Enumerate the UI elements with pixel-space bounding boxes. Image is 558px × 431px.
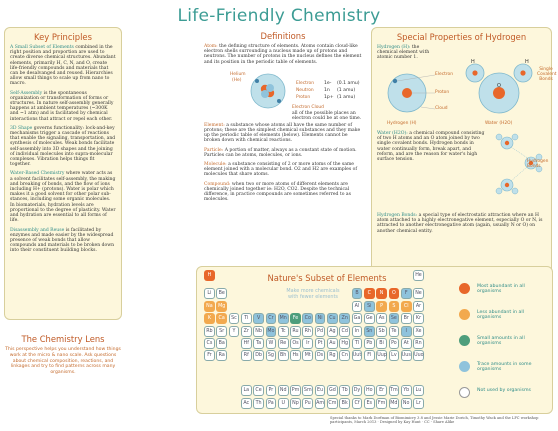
periodic-subheading: Make more chemicals with fewer elements	[286, 288, 340, 300]
helium-atom-diagram: Helium (He) Electron 1e- (0.1 amu) Neutron 1n (1 amu) Proton 1p+ (1 amu) Electron Cloud all of the possible places an electron could be at one time.	[204, 69, 362, 119]
element-al: Al	[352, 301, 363, 312]
element-uup: Uup	[376, 350, 387, 361]
element-lu: Lu	[413, 385, 424, 396]
key-principles-heading: Key Principles	[34, 32, 92, 42]
element-lr: Lr	[413, 398, 424, 409]
single-bonds-label: Single Covalent Bonds	[537, 67, 557, 82]
element-er: Er	[376, 385, 387, 396]
principle-disassembly: Disassembly and Reuse is facilitated by enzymes and made easier by the widespread presence of weak bonds that allow compounds and materials to be broken down into their constituent building blocks.	[10, 227, 115, 254]
element-mo: Mo	[266, 326, 277, 337]
element-sb: Sb	[376, 326, 387, 337]
element-co: Co	[302, 313, 313, 324]
element-md: Md	[389, 398, 400, 409]
legend-swatch	[459, 309, 470, 320]
element-ge: Ge	[364, 313, 375, 324]
element-tm: Tm	[389, 385, 400, 396]
def-element: Element: a substance whose atoms all have the same number of protons; these are the simplest chemical substances and they make up the periodic table of elements (below). Elements cannot be broken down with chemical reactions.	[204, 122, 361, 144]
def-hydrogen: Hydrogen (H): the chemical element with atomic number 1.	[377, 45, 430, 61]
element-hf: Hf	[241, 338, 252, 349]
element-br: Br	[401, 313, 412, 324]
element-cl: Cl	[401, 301, 412, 312]
element-ni: Ni	[315, 313, 326, 324]
element-tc: Tc	[278, 326, 289, 337]
element-tl: Tl	[352, 338, 363, 349]
helium-atom-icon	[248, 69, 288, 115]
page-title: Life-Friendly Chemistry	[177, 6, 381, 26]
element-gd: Gd	[327, 385, 338, 396]
element-rh: Rh	[302, 326, 313, 337]
element-am: Am	[315, 398, 326, 409]
element-hg: Hg	[339, 338, 350, 349]
element-os: Os	[290, 338, 301, 349]
element-cn: Cn	[339, 350, 350, 361]
element-nb: Nb	[253, 326, 264, 337]
def-compound: Compound: when two or more atoms of different elements are chemically joined together ie: H2O, CO2. Despite the technical difference, in practice compounds are sometimes referred to as molecules.	[204, 181, 351, 203]
def-particle: Particle: A portion of matter, always as a constant state of motion. Particles can be atoms, molecules, or ions.	[204, 147, 357, 158]
svg-text:O: O	[497, 83, 501, 89]
element-bk: Bk	[339, 398, 350, 409]
element-no: No	[401, 398, 412, 409]
element-v: V	[253, 313, 264, 324]
element-yb: Yb	[401, 385, 412, 396]
legend-label: Less abundant in all organisms	[477, 309, 524, 320]
element-sm: Sm	[302, 385, 313, 396]
element-pa: Pa	[266, 398, 277, 409]
legend-swatch	[459, 387, 470, 398]
element-ac: Ac	[241, 398, 252, 409]
element-sc: Sc	[229, 313, 240, 324]
helium-label: Helium	[230, 71, 246, 77]
element-sg: Sg	[266, 350, 277, 361]
hydrogen-caption: Hydrogen (H)	[387, 121, 417, 126]
hydrogen-heading: Special Properties of Hydrogen	[396, 32, 527, 42]
element-rb: Rb	[204, 326, 215, 337]
principle-3d-shape: 3D Shape governs functionality: lock-and-key mechanisms trigger a cascade of reactions that enable the signaling, transportation, and synthesis of molecules. Weak bonds facilitate self-assembly into 3D shapes and the joining of individual molecules into supra-molecular complexes. Vibration helps things fit together.	[10, 125, 116, 168]
element-ta: Ta	[253, 338, 264, 349]
element-in: In	[352, 326, 363, 337]
legend-label: Most abundant in all organisms	[477, 283, 525, 294]
electron-label: Electron	[296, 80, 315, 86]
element-uus: Uus	[401, 350, 412, 361]
element-y: Y	[229, 326, 240, 337]
element-pu: Pu	[302, 398, 313, 409]
hydrogen-panel	[371, 27, 557, 288]
element-bh: Bh	[278, 350, 289, 361]
element-ca: Ca	[216, 313, 227, 324]
element-se: Se	[389, 313, 400, 324]
cloud-label: Cloud	[435, 106, 448, 111]
def-water: Water (H2O): a chemical compound consisting of two H atoms and an O atom joined by two single covalent bonds. Hydrogen bonds in water continually form, break apart, and reform, and are the reason for water's high surface tension.	[377, 131, 485, 163]
element-cd: Cd	[339, 326, 350, 337]
proton-label: Proton	[296, 94, 311, 100]
chemistry-lens-text: This perspective helps you understand how things work at the micro & nano scale. Ask questions about chemical composition, reactions, and linkages and try to find patterns across many organisms.	[5, 347, 121, 376]
element-kr: Kr	[413, 313, 424, 324]
element-h: H	[204, 270, 215, 281]
element-cs: Cs	[204, 338, 215, 349]
element-rn: Rn	[413, 338, 424, 349]
element-i: I	[401, 326, 412, 337]
principle-water-based: Water-Based Chemistry where water acts as a solvent facilitates self-assembly, the making and breaking of bonds, and the flow of ions including H+ (protons). Water is polar which makes it a good solvent for other polar sub-stances, including some organic molecules. In biomaterials, hydration levels are proportional to the degree of plasticity. Water and hydration are essential to all forms of life.	[10, 171, 116, 224]
element-nd: Nd	[278, 385, 289, 396]
element-fe: Fe	[290, 313, 301, 324]
element-fr: Fr	[204, 350, 215, 361]
definitions-section	[200, 27, 366, 287]
svg-text:H: H	[525, 59, 529, 65]
element-ne: Ne	[413, 288, 424, 299]
element-zn: Zn	[339, 313, 350, 324]
water-molecule-icon	[461, 49, 537, 121]
element-te: Te	[389, 326, 400, 337]
svg-text:H: H	[471, 59, 475, 65]
element-cr: Cr	[266, 313, 277, 324]
element-ra: Ra	[216, 350, 227, 361]
element-li: Li	[204, 288, 215, 299]
element-w: W	[266, 338, 277, 349]
element-ds: Ds	[315, 350, 326, 361]
element-pm: Pm	[290, 385, 301, 396]
element-es: Es	[364, 398, 375, 409]
legend-label: Small amounts in all organisms	[477, 335, 525, 346]
legend-swatch	[459, 335, 470, 346]
element-th: Th	[253, 398, 264, 409]
element-ru: Ru	[290, 326, 301, 337]
hydrogen-bonds-label: Hydrogen Bonds	[527, 159, 549, 169]
element-s: S	[389, 301, 400, 312]
element-cu: Cu	[327, 313, 338, 324]
hydrogen-atom-icon	[381, 67, 437, 119]
element-uuo: Uuo	[413, 350, 424, 361]
principle-self-assembly: Self-Assembly is the spontaneous organization or transformation of forms or structures. In nature self-assembly generally happens at ambient temperatures (~300K and ~1 atm) and is facilitated by chemical interactions that attract or repel each other.	[10, 90, 114, 122]
element-si: Si	[364, 301, 375, 312]
element-sn: Sn	[364, 326, 375, 337]
element-ir: Ir	[302, 338, 313, 349]
neutron-label: Neutron	[296, 87, 314, 93]
element-ga: Ga	[352, 313, 363, 324]
element-ce: Ce	[253, 385, 264, 396]
element-mg: Mg	[216, 301, 227, 312]
element-ag: Ag	[327, 326, 338, 337]
element-lv: Lv	[389, 350, 400, 361]
element-at: At	[401, 338, 412, 349]
def-atom: Atom: the defining structure of elements. Atoms contain cloud-like electron shells surrounding a nucleus made up of protons and neutrons. The number of protons in the nucleus defines the element and its position in the periodic table of elements.	[204, 44, 362, 65]
element-db: Db	[253, 350, 264, 361]
element-ba: Ba	[216, 338, 227, 349]
element-mn: Mn	[278, 313, 289, 324]
legend-swatch	[459, 361, 470, 372]
electron-label: Electron	[435, 72, 454, 77]
element-k: K	[204, 313, 215, 324]
element-o: O	[389, 288, 400, 299]
element-rg: Rg	[327, 350, 338, 361]
element-re: Re	[278, 338, 289, 349]
element-c: C	[364, 288, 375, 299]
element-au: Au	[327, 338, 338, 349]
periodic-table-panel	[196, 266, 553, 414]
element-fl: Fl	[364, 350, 375, 361]
helium-symbol: (He)	[232, 77, 242, 83]
water-caption: Water (H2O)	[485, 121, 513, 126]
element-f: F	[401, 288, 412, 299]
element-pt: Pt	[315, 338, 326, 349]
element-ho: Ho	[364, 385, 375, 396]
element-cf: Cf	[352, 398, 363, 409]
key-principles-panel	[4, 27, 122, 320]
element-pr: Pr	[266, 385, 277, 396]
proton-label: Proton	[435, 90, 450, 95]
element-uut: Uut	[352, 350, 363, 361]
element-bi: Bi	[376, 338, 387, 349]
principle-small-subset: A Small Subset of Elements combined in the right position and proportion are used to create diverse chemical structures. Abundant elements, primarily H, C, N, and O, create life-friendly compounds and materials that can be desalvanged and reused. Hierarchies allow small things to scale up from nano to macro.	[10, 45, 116, 87]
element-fm: Fm	[376, 398, 387, 409]
element-xe: Xe	[413, 326, 424, 337]
element-dy: Dy	[352, 385, 363, 396]
legend-swatch	[459, 283, 470, 294]
definitions-heading: Definitions	[260, 31, 306, 41]
element-np: Np	[290, 398, 301, 409]
element-pb: Pb	[364, 338, 375, 349]
element-n: N	[376, 288, 387, 299]
legend-label: Trace amounts in some organisms	[477, 361, 532, 372]
element-cm: Cm	[327, 398, 338, 409]
element-mt: Mt	[302, 350, 313, 361]
element-eu: Eu	[315, 385, 326, 396]
def-hydrogen-bonds: Hydrogen Bonds: a special type of electrostatic attraction where an H atom attached to a highly electronegative element, especially O or N, is attracted to another electronegative atom (again, usually N or O) on another chemical entity.	[377, 213, 543, 234]
element-as: As	[376, 313, 387, 324]
legend-label: Not used by organisms	[477, 387, 531, 393]
element-pd: Pd	[315, 326, 326, 337]
periodic-heading: Nature's Subset of Elements	[267, 273, 387, 283]
element-po: Po	[389, 338, 400, 349]
credit-line: Special thanks to Mark Dorfman of Biomimicry 3.8 and Jessie Marie Dorich, Timothy Wack and the LFC workshop participants, March 2013 · Designed by Kay Hunt · CC - Share Alike	[330, 416, 539, 425]
element-he: He	[413, 270, 424, 281]
def-molecule: Molecule: a substance consisting of 2 or more atoms of the same element joined with a molecular bond. O2 and H2 are examples of molecules that share atoms.	[204, 162, 358, 178]
electron-cloud-label: Electron Cloud	[292, 104, 324, 110]
element-na: Na	[204, 301, 215, 312]
element-hs: Hs	[290, 350, 301, 361]
element-tb: Tb	[339, 385, 350, 396]
element-ar: Ar	[413, 301, 424, 312]
element-be: Be	[216, 288, 227, 299]
element-ti: Ti	[241, 313, 252, 324]
element-la: La	[241, 385, 252, 396]
element-u: U	[278, 398, 289, 409]
chemistry-lens	[4, 334, 122, 376]
electron-cloud-def: all of the possible places an electron could be at one time.	[292, 110, 362, 122]
chemistry-lens-heading: The Chemistry Lens	[21, 334, 105, 344]
element-zr: Zr	[241, 326, 252, 337]
element-b: B	[352, 288, 363, 299]
element-rf: Rf	[241, 350, 252, 361]
element-p: P	[376, 301, 387, 312]
element-sr: Sr	[216, 326, 227, 337]
